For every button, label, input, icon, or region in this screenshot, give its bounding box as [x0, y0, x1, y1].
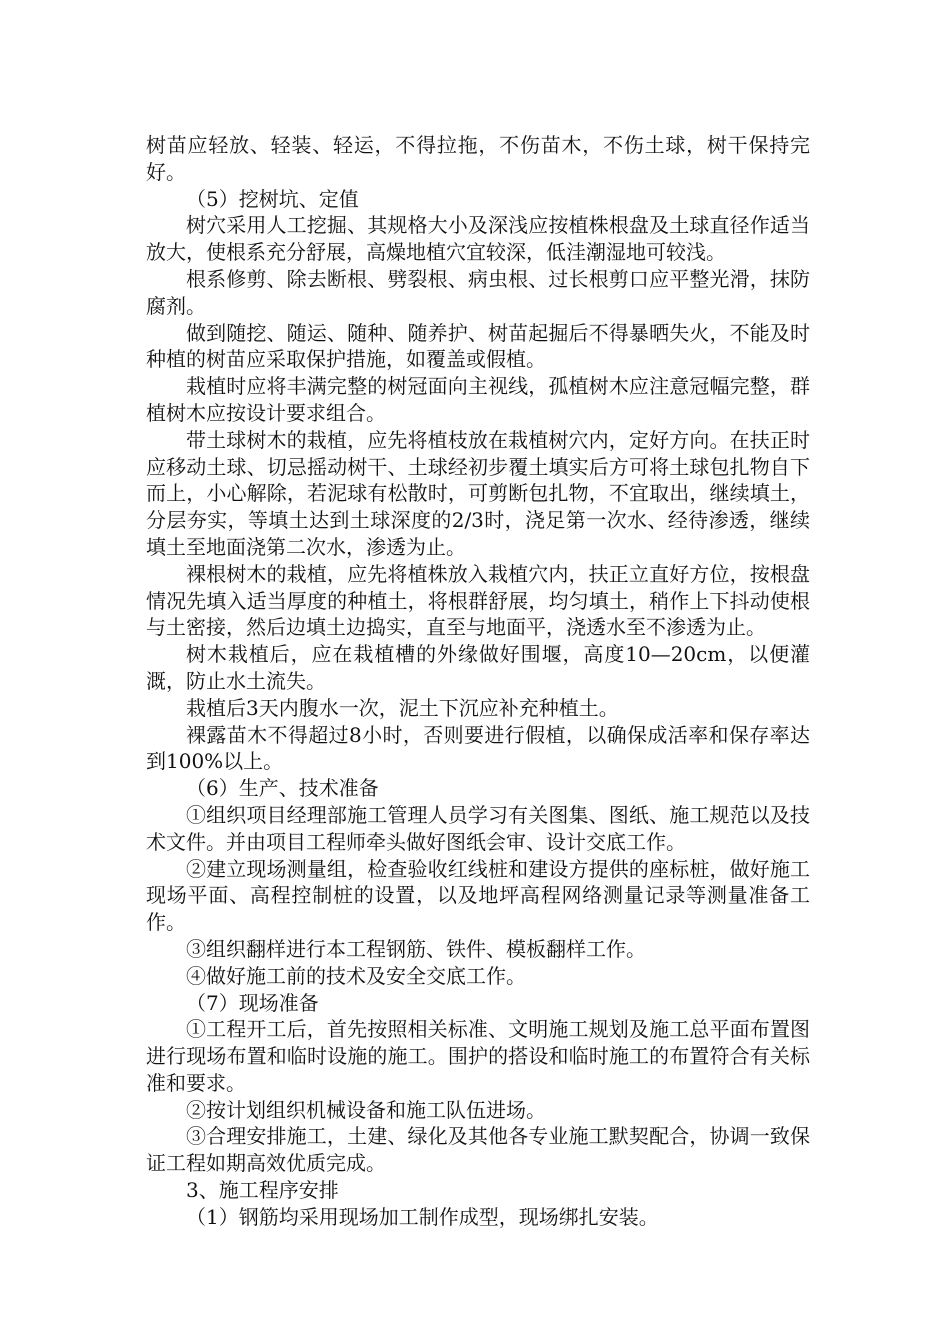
- paragraph-root-pruning: 根系修剪、除去断根、劈裂根、病虫根、过长根剪口应平整光滑，抹防腐剂。: [146, 266, 810, 318]
- paragraph-watering: 栽植后3天内腹水一次，泥土下沉应补充种植土。: [186, 695, 619, 720]
- paragraph-weir-building: 树木栽植后，应在栽植槽的外缘做好围堰，高度10—20cm，以便灌溉，防止水土流失。: [146, 642, 810, 693]
- paragraph-seedling-handling: 树苗应轻放、轻装、轻运，不得拉拖，不伤苗木，不伤土球，树干保持完好。: [146, 133, 810, 184]
- paragraph-exposure-limit: 裸露苗木不得超过8小时，否则要进行假植，以确保成活率和保存率达到100%以上。: [146, 722, 810, 774]
- heading-dig-pits: （5）挖树坑、定值: [186, 186, 359, 211]
- paragraph-root-ball-planting: 带土球树木的栽植，应先将植枝放在栽植树穴内，定好方向。在扶正时应移动土球、切忌摇动树干、土球经初步覆土填实后方可将土球包扎物自下而上，小心解除，若泥球有松散时，可剪断包扎物，不宜取出，继续填土，分层夯实，等填土达到土球深度的2/3时，浇足第一次水、经待渗透，继续填土至地面浇第二次水，渗透为止。: [146, 427, 810, 559]
- heading-construction-sequence: 3、施工程序安排: [186, 1178, 339, 1203]
- paragraph-pit-digging: 树穴采用人工挖掘、其规格大小及深浅应按植株根盘及土球直径作适当放大，使根系充分舒展，高燥地植穴宜较深，低洼潮湿地可较浅。: [146, 213, 810, 265]
- heading-site-prep: （7）现场准备: [186, 990, 319, 1015]
- paragraph-timely-planting: 做到随挖、随运、随种、随养护、树苗起掘后不得暴晒失火，不能及时种植的树苗应采取保护措施，如覆盖或假植。: [146, 320, 810, 372]
- heading-production-technical-prep: （6）生产、技术准备: [186, 776, 379, 801]
- paragraph-tech-prep-4: ④做好施工前的技术及安全交底工作。: [186, 963, 526, 988]
- paragraph-site-prep-3: ③合理安排施工，土建、绿化及其他各专业施工默契配合，协调一致保证工程如期高效优质完成。: [146, 1124, 810, 1176]
- paragraph-site-prep-2: ②按计划组织机械设备和施工队伍进场。: [186, 1097, 546, 1122]
- paragraph-tech-prep-3: ③组织翻样进行本工程钢筋、铁件、模板翻样工作。: [186, 936, 646, 961]
- paragraph-crown-orientation: 栽植时应将丰满完整的树冠面向主视线，孤植树木应注意冠幅完整，群植树木应按设计要求组合。: [146, 374, 810, 425]
- paragraph-site-prep-1: ①工程开工后，首先按照相关标准、文明施工规划及施工总平面布置图进行现场布置和临时设施的施工。围护的搭设和临时施工的布置符合有关标准和要求。: [146, 1017, 810, 1095]
- paragraph-rebar: （1）钢筋均采用现场加工制作成型，现场绑扎安装。: [186, 1204, 659, 1229]
- document-page: [146, 132, 810, 1231]
- paragraph-bare-root-planting: 裸根树木的栽植，应先将植株放入栽植穴内，扶正立直好方位，按根盘情况先填入适当厚度的种植土，将根群舒展，均匀填土，稍作上下抖动使根与土密接，然后边填土边捣实，直至与地面平，浇透水至不渗透为止。: [146, 561, 810, 640]
- paragraph-tech-prep-1: ①组织项目经理部施工管理人员学习有关图集、图纸、施工规范以及技术文件。并由项目工程师牵头做好图纸会审、设计交底工作。: [146, 802, 810, 854]
- paragraph-tech-prep-2: ②建立现场测量组，检查验收红线桩和建设方提供的座标桩，做好施工现场平面、高程控制桩的设置，以及地坪高程网络测量记录等测量准备工作。: [146, 856, 810, 935]
